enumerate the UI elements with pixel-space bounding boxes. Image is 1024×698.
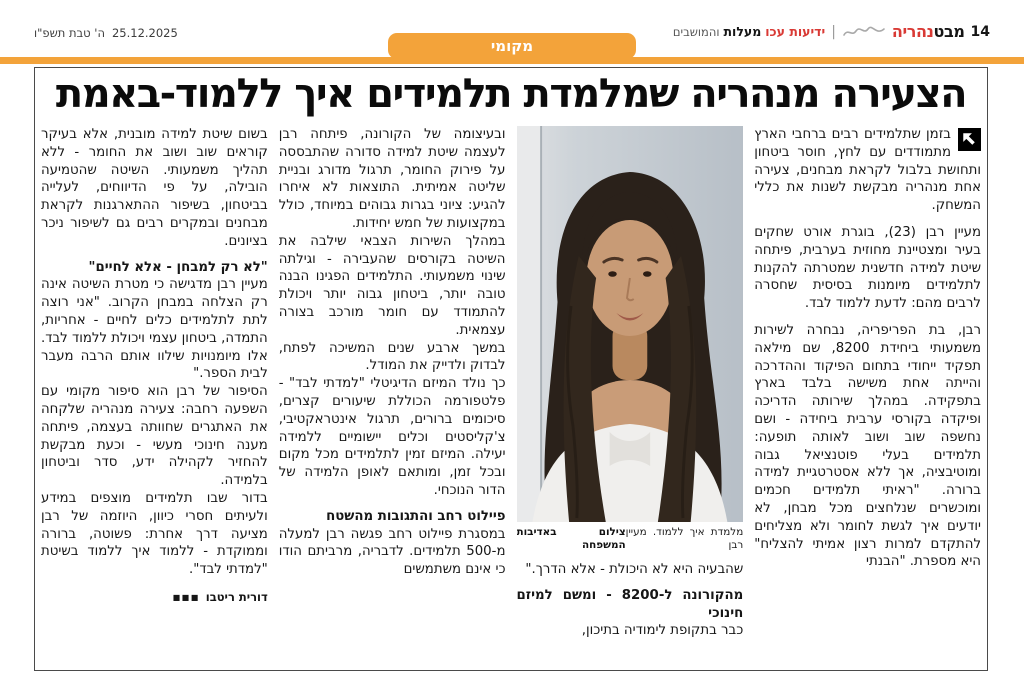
subhead: מהקורונה ל-8200 - ומשם למיזם חינוכי [516, 587, 744, 621]
partner-paper-light: והמושבים [672, 24, 720, 39]
issue-date-gregorian: 25.12.2025 [111, 26, 178, 40]
article-column-1 [754, 126, 981, 660]
portrait-photo-image [517, 126, 744, 522]
article-column-4 [41, 126, 268, 660]
paragraph: במשך ארבע שנים המשיכה לפתח, לבדוק ולדייק את המודל. [278, 340, 506, 374]
byline-squares-icon: ■■■ [172, 592, 200, 602]
newspaper-logo-black: מבט [933, 22, 965, 41]
subhead: פיילוט רחב והתגובות מהשטח [326, 508, 506, 524]
article-columns [41, 126, 981, 660]
brand-arrow-icon [958, 128, 981, 151]
newspaper-logo-red: נהריה [891, 22, 934, 41]
masthead-script-slogan-icon [842, 25, 886, 40]
paragraph: הסיפור של רבן הוא סיפור מקומי עם השפעה רחבה: צעירה מנהריה שלקחה את האתגרים שחוותה בעצמה, פיתחה מענה חינוכי מעשי - וכעת מבקשת להחזיר לקהילה ידע, סדר וביטחון בלמידה. [41, 384, 268, 489]
article-frame [34, 67, 988, 671]
byline-name: דורית ריטבו [205, 589, 268, 604]
paragraph: במסגרת פיילוט רחב פגשה רבן למעלה מ-500 תלמידים. לדבריה, מרביתם הודו כי אינם משתמשים [278, 526, 506, 578]
newspaper-logo [892, 24, 965, 40]
paragraph: ובעיצומה של הקורונה, פיתחה רבן לעצמה שיטת למידה סדורה שהתבססה על פירוק החומר, תרגול מדורג ובניית שליטה אמיתית. התוצאות לא איחרו להגיע: ציוני בגרות גבוהים במיוחד, כולל במקצועות של חמש יחידות. [278, 127, 506, 231]
paragraph: כך נולד המיזם הדיגיטלי "למדתי לבד" - פלטפורמה הכוללת שיעורים קצרים, סיכומים ברורים, תרגול אינטראקטיבי, צ'קליסטים וכלים יישומיים ללמידה יעילה. המיזם זמין לתלמידים מכל מקום ובכל זמן, ומותאם לאופן הלמידה של הדור הנוכחי. [278, 376, 506, 498]
paragraph: רבן, בת הפריפריה, נבחרה לשירות משמעותי ביחידת 8200, שם מילאה תפקיד ייחודי בתחום הפיקוד וההדרכה והייתה אחת משישה בלבד בארץ בתפקידה. במהלך שירותה הדריכה ופיקדה בקורסי ערבית ביחידה - ושם נחשפה שוב ושוב לאותה תופעה: תלמידים בעלי פוטנציאל גבוה ומוטיבציה, אך ללא אסטרטגיית למידה ברורה. "ראיתי תלמידים חכמים ומוכשרים שנלחצים מכל מבחן, לא יודעים איך לגשת לחומר ולא מצליחים להתקדם למרות רצון אמיתי להצליח" היא מספרת. "הבנתי [754, 322, 981, 570]
page-number: 14 [970, 24, 990, 40]
photo-caption: מלמדת איך ללמוד. מעיין רבן [625, 526, 744, 551]
byline [41, 589, 268, 607]
column-2-text [517, 561, 744, 640]
section-tab-label: מקומי [490, 37, 534, 55]
partner-paper-bold: מעלות [723, 23, 762, 39]
issue-date [34, 26, 178, 40]
partner-paper-logo [672, 23, 826, 39]
article-headline: הצעירה מנהריה שמלמדת תלמידים איך ללמוד-באמת [55, 71, 967, 117]
paragraph: בדור שבו תלמידים מוצפים במידע ולעיתים חסרי כיוון, היוזמה של רבן מציעה דרך אחרת: פשוטה, ברורה וממוקדת - ללמוד איך ללמוד בשיטת "למדתי לבד". [41, 490, 268, 578]
issue-date-hebrew: ה' טבת תשפ"ו [34, 26, 105, 40]
article-column-3 [279, 126, 506, 660]
paragraph: מעיין רבן מדגישה כי מטרת השיטה אינה רק הצלחה במבחן הקרוב. "אני רוצה לתת לתלמידים כלים לחיים - אחריות, התמדה, ביטחון עצמי ויכולת ללמוד לבד. אלו מיומנויות שילוו אותם הרבה מעבר לבית הספר." [41, 277, 268, 382]
masthead-divider: | [831, 24, 836, 40]
paragraph: במהלך השירות הצבאי שילבה את השיטה בקורסים שהעבירה - וגילתה שינוי משמעותי. התלמידים הפגינו הבנה טובה יותר, ביטחון גבוה יותר ויכולת להתמודד עם חומר מורכב בצורה עצמאית. [278, 233, 506, 338]
paragraph-text: בזמן שתלמידים רבים ברחבי הארץ מתמודדים עם לחץ, חוסר ביטחון ותחושת בלבול לקראת מבחנים, צעירה אחת מנהריה מבקשת לשנות את כללי המשחק. [754, 127, 981, 214]
paragraph [754, 126, 981, 215]
paragraph: שהבעיה היא לא היכולת - אלא הדרך." [525, 562, 744, 577]
section-tab [388, 33, 636, 59]
paragraph: בשום שיטת למידה מובנית, אלא בעיקר קוראים שוב ושוב את החומר - ללא תהליך משמעותי. השיטה שהטמיעה הובילה, על פי הדיווחים, לעלייה בביטחון, בשיפור ההתארגנות לקראת מבחנים ובמקרים רבים גם לשיפור ניכר בציונים. [41, 127, 268, 249]
partner-paper-red: ידיעות עכו [765, 23, 826, 39]
photo-caption-row [517, 526, 744, 552]
masthead [673, 24, 990, 40]
paragraph: כבר בתקופת לימודיה בתיכון, [581, 623, 744, 639]
portrait-photo [517, 126, 744, 552]
photo-credit: צילום באדיבות המשפחה [516, 526, 626, 551]
paragraph: מעיין רבן (23), בוגרת אורט שחקים בעיר ומצטיינת מחוזית בערבית, פיתחה שיטת למידה חדשנית שמטרתה להקנות לתלמידים מיומנות בסיסית שחסרה לרבים מהם: לדעת ללמוד לבד. [754, 224, 981, 312]
article-column-2 [517, 126, 744, 660]
subhead: "לא רק למבחן - אלא לחיים" [88, 259, 268, 275]
